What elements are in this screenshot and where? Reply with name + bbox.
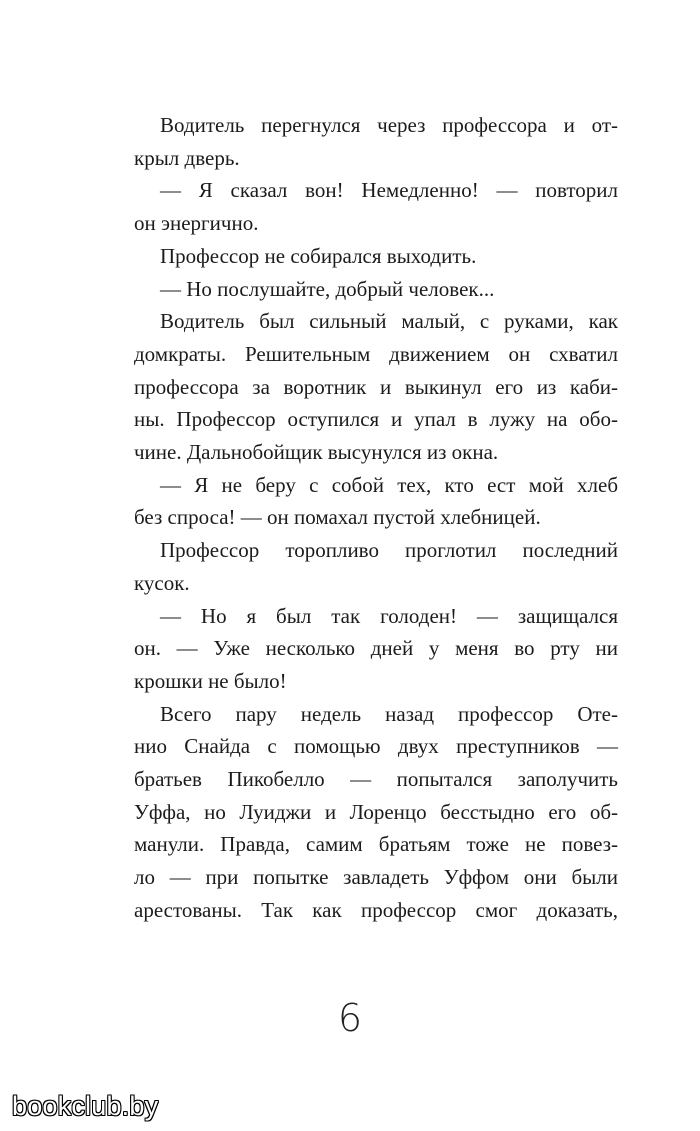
paragraph — [134, 305, 618, 469]
text-line: — Я сказал вон! Немедленно! — повторил — [160, 178, 618, 203]
text-line: братьев Пикобелло — попытался заполучить — [134, 767, 618, 792]
paragraph — [134, 534, 618, 599]
paragraph — [134, 600, 618, 698]
paragraph — [134, 174, 618, 239]
page-number: 6 — [337, 996, 363, 1040]
text-line: он энергично. — [134, 211, 259, 236]
text-line: Профессор торопливо проглотил последний — [160, 538, 618, 563]
text-line: кусок. — [134, 570, 190, 595]
text-line: крошки не было! — [134, 668, 287, 693]
paragraph — [134, 109, 618, 174]
text-line: — Я не беру с собой тех, кто ест мой хлеб — [160, 472, 618, 497]
text-line: ны. Профессор оступился и упал в лужу на обо- — [134, 407, 618, 432]
text-line: он. — Уже несколько дней у меня во рту ни — [134, 636, 618, 661]
body-text — [134, 109, 618, 927]
text-line: ло — при попытке завладеть Уффом они были — [134, 865, 618, 890]
text-line: крыл дверь. — [134, 145, 240, 170]
text-line: чине. Дальнобойщик высунулся из окна. — [134, 440, 499, 465]
paragraph — [134, 469, 618, 534]
text-line: — Но послушайте, добрый человек... — [160, 276, 495, 301]
paragraph — [134, 698, 618, 927]
text-line: Всего пару недель назад профессор Оте- — [160, 701, 618, 726]
text-line: нио Снайда с помощью двух преступников — — [134, 734, 618, 759]
text-line: — Но я был так голоден! — защищался — [160, 603, 618, 628]
text-line: Водитель был сильный малый, с руками, как — [160, 309, 618, 334]
text-line: Уффа, но Луиджи и Лоренцо бесстыдно его об- — [134, 799, 618, 824]
paragraph — [134, 273, 618, 306]
text-line: домкраты. Решительным движением он схватил — [134, 341, 618, 366]
text-line: манули. Правда, самим братьям тоже не повез- — [134, 832, 618, 857]
paragraph — [134, 240, 618, 273]
text-line: арестованы. Так как профессор смог доказать, — [134, 897, 618, 922]
watermark: bookclub.by — [12, 1091, 159, 1121]
text-line: профессора за воротник и выкинул его из каби- — [134, 374, 618, 399]
text-line: без спроса! — он помахал пустой хлебницей. — [134, 505, 541, 530]
text-line: Водитель перегнулся через профессора и от- — [160, 113, 618, 137]
text-line: Профессор не собирался выходить. — [160, 243, 477, 268]
